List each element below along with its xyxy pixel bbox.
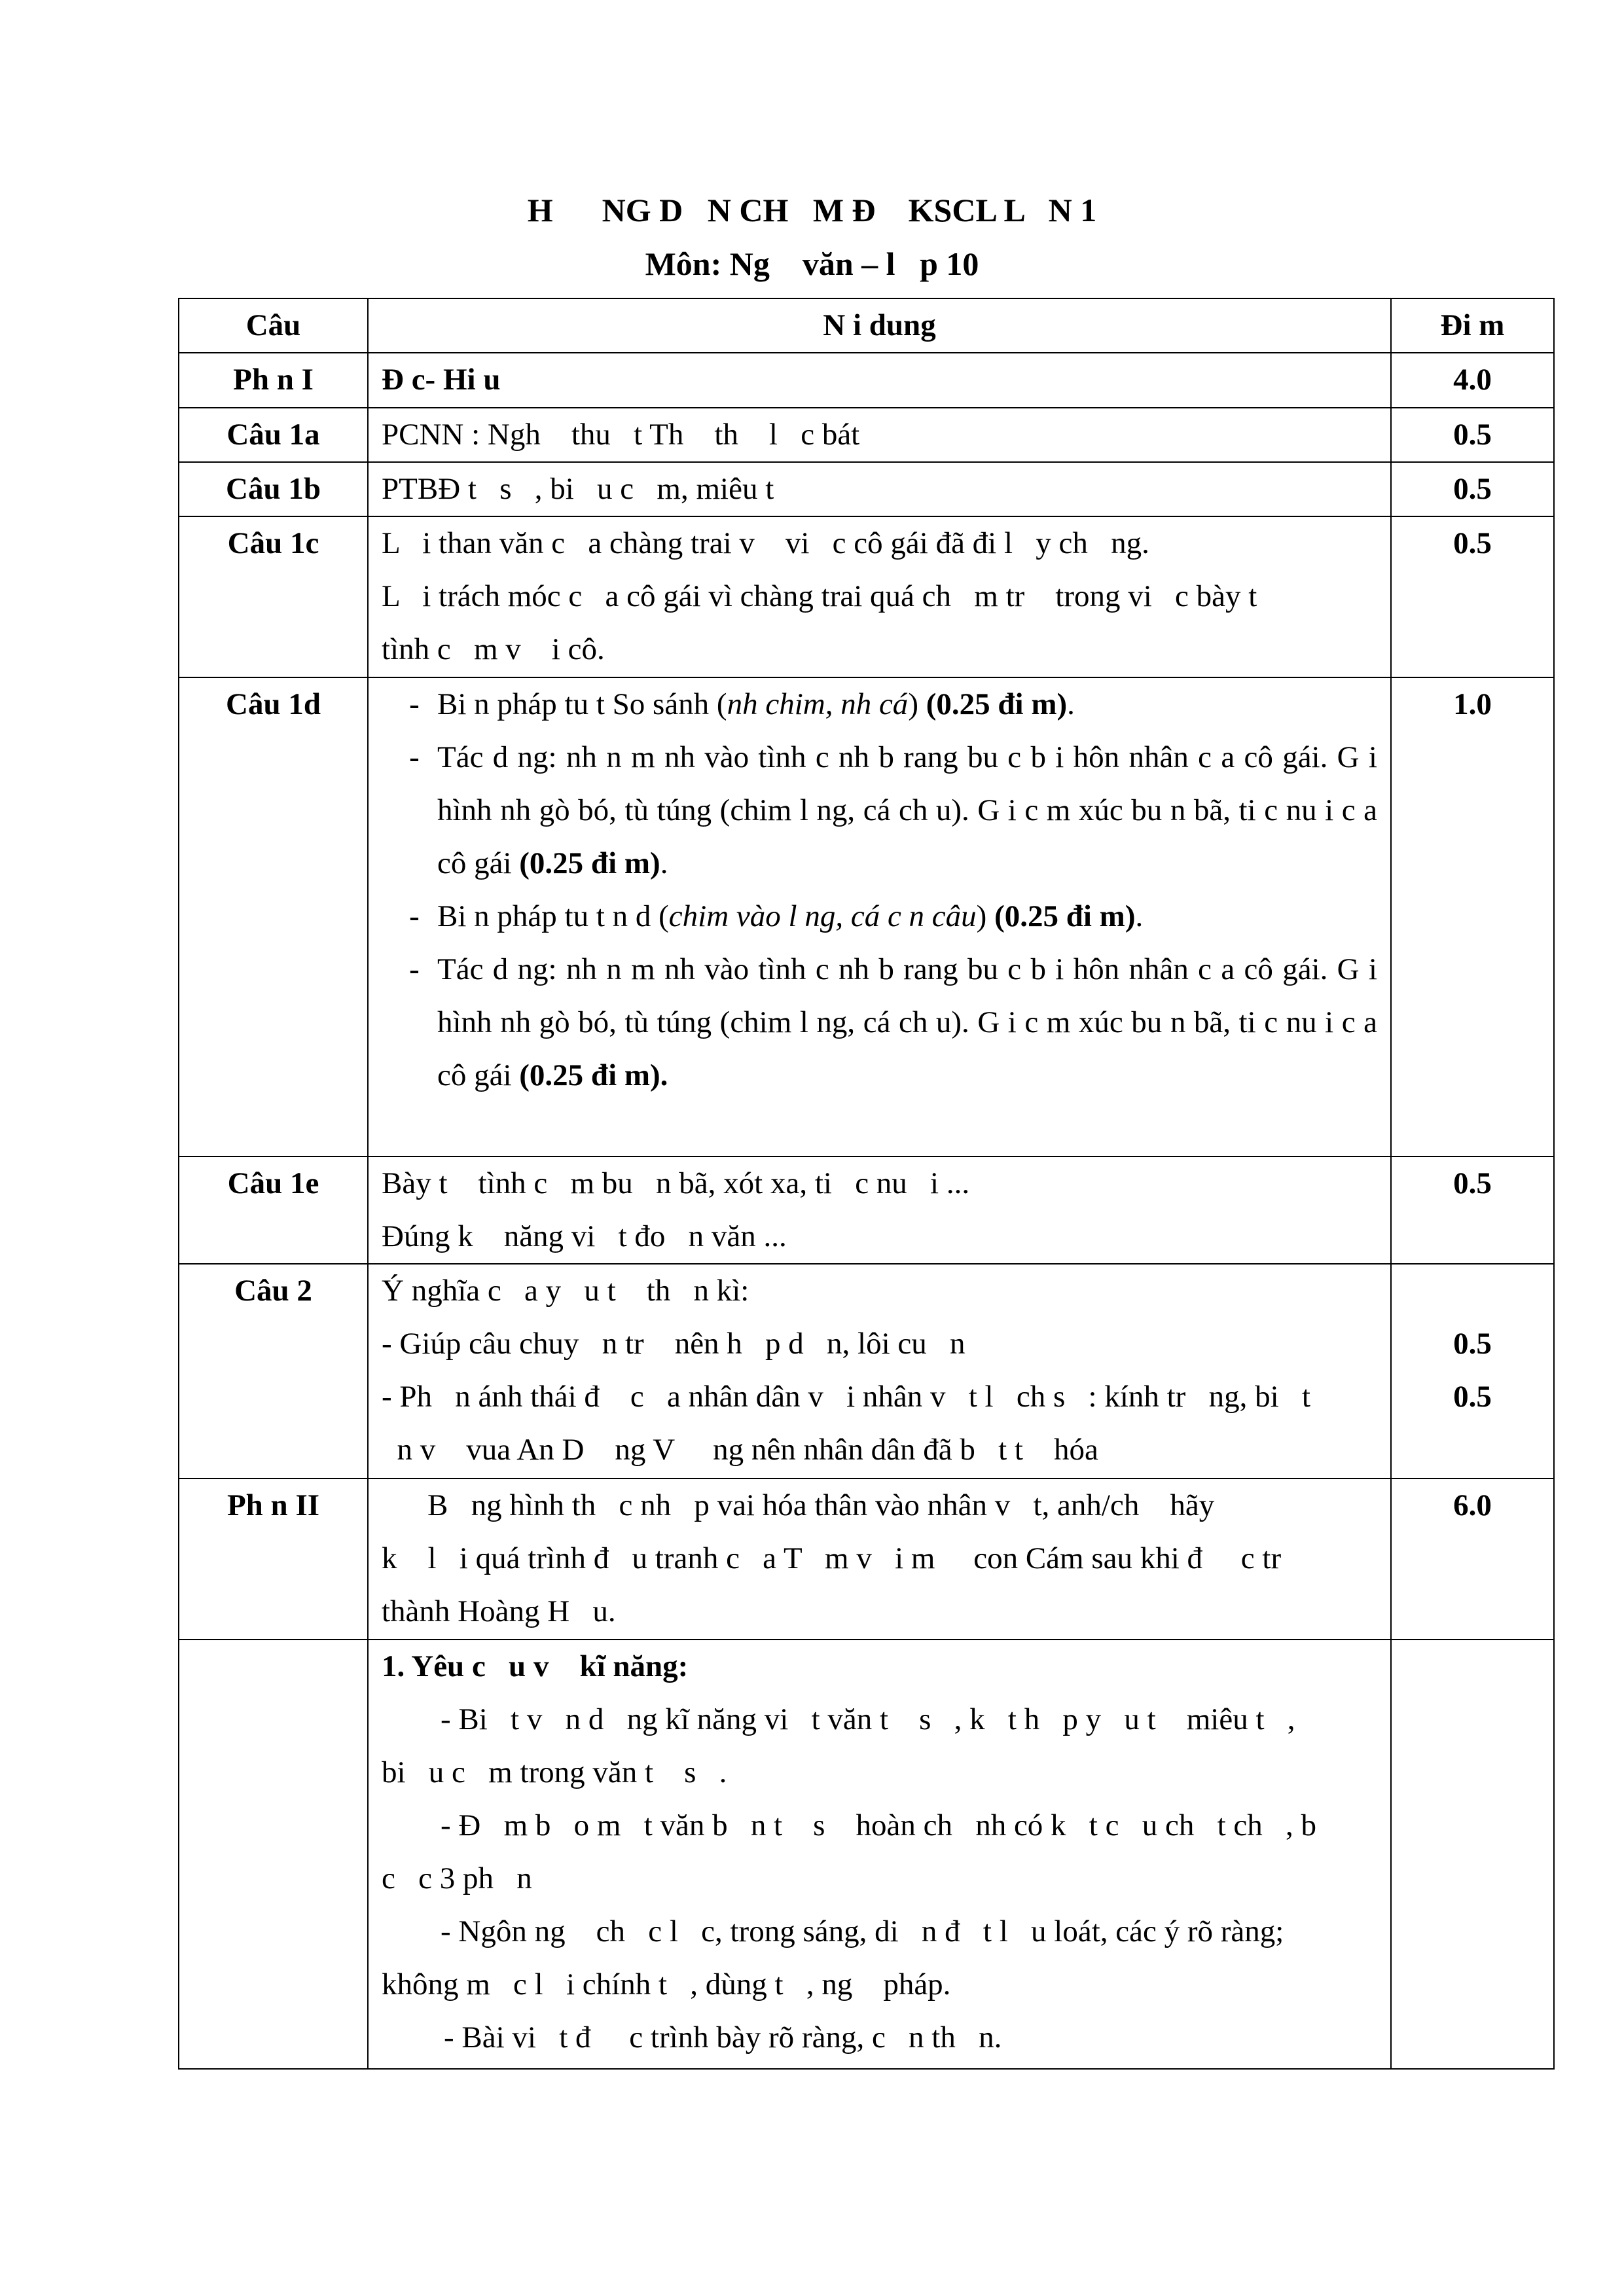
table-row-yeucau [179, 1640, 1554, 2069]
text-line: PCNN : Ngh thu t Th th l c bát [382, 418, 860, 452]
text-run: Tác d ng: nh n m nh vào tình c nh b rang bu c b i hôn nhân c a cô gái. G i hình nh gò bó, tù túng (chim l ng, cá ch u). G i c m xúc bu n bã, ti c nu i c a cô gái [437, 952, 1377, 1092]
text-line: - Giúp câu chuy n tr nên h p d n, lôi cu n [382, 1327, 965, 1361]
table-row-cau1e [179, 1157, 1554, 1264]
document-title: H NG D N CH M Đ KSCL L N 1 [527, 192, 1097, 228]
text-run: . [660, 846, 668, 880]
table-row-cau2 [179, 1264, 1554, 1479]
text-line: - Đ m b o m t văn b n t s hoàn ch nh có k t c u ch t ch , b [441, 1808, 1317, 1842]
points-value: 0.5 [1453, 1380, 1492, 1414]
cell-cau: Câu 1e [179, 1157, 368, 1264]
section-heading: 1. Yêu c u v kĩ năng: [382, 1649, 689, 1683]
cell-noidung: Đ c- Hi u [368, 353, 1391, 408]
list-item-text [437, 943, 1377, 1102]
text-line: - Ph n ánh thái đ c a nhân dân v i nhân v t l ch s : kính tr ng, bi t [382, 1380, 1310, 1414]
header-cau: Câu [179, 298, 368, 353]
header-diem: Đi m [1391, 298, 1554, 353]
cell-noidung [368, 462, 1391, 516]
text-line: PTBĐ t s , bi u c m, miêu t [382, 472, 774, 506]
points-value: 0.5 [1453, 1327, 1492, 1361]
cell-noidung [368, 1157, 1391, 1264]
text-line: không m c l i chính t , dùng t , ng pháp. [382, 1967, 951, 2001]
text-line: Bày t tình c m bu n bã, xót xa, ti c nu i ... [382, 1166, 970, 1200]
text-run: . [1067, 687, 1075, 721]
cell-diem: 0.5 [1391, 408, 1554, 462]
text-line: k l i quá trình đ u tranh c a T m v i m con Cám sau khi đ c tr [382, 1541, 1282, 1575]
text-line: n v vua An D ng V ng nên nhân dân đã b t t hóa [382, 1433, 1098, 1467]
cell-cau: Câu 1b [179, 462, 368, 516]
cell-diem: 4.0 [1391, 353, 1554, 408]
text-run: Tác d ng: nh n m nh vào tình c nh b rang bu c b i hôn nhân c a cô gái. G i hình nh gò bó, tù túng (chim l ng, cá ch u). G i c m xúc bu n bã, ti c nu i c a cô gái [437, 740, 1377, 880]
table-row-phan2 [179, 1479, 1554, 1640]
text-line: Ý nghĩa c a y u t th n kì: [382, 1274, 749, 1308]
cell-diem: 1.0 [1391, 677, 1554, 1157]
cell-noidung [368, 1264, 1391, 1479]
dash-bullet: - [409, 899, 420, 933]
cell-noidung [368, 677, 1391, 1157]
cell-cau [179, 1640, 368, 2069]
cell-noidung [368, 516, 1391, 677]
cell-noidung [368, 1479, 1391, 1640]
cell-noidung [368, 408, 1391, 462]
text-run: Bi n pháp tu t n d ( [437, 899, 669, 933]
points-label: (0.25 đi m). [519, 1058, 668, 1092]
grading-table [178, 298, 1555, 2070]
cell-cau: Câu 1c [179, 516, 368, 677]
table-row-cau1d [179, 677, 1554, 1157]
dash-bullet: - [409, 687, 420, 721]
cell-cau: Ph n I [179, 353, 368, 408]
list-item [391, 943, 1377, 1102]
cell-diem: 6.0 [1391, 1479, 1554, 1640]
table-header-row [179, 298, 1554, 353]
text-line: thành Hoàng H u. [382, 1594, 616, 1628]
table-row-cau1c [179, 516, 1554, 677]
text-line: B ng hình th c nh p vai hóa thân vào nhân v t, anh/ch hãy [427, 1488, 1215, 1522]
cell-diem [1391, 1640, 1554, 2069]
header-noidung: N i dung [368, 298, 1391, 353]
text-line: bi u c m trong văn t s . [382, 1755, 727, 1789]
document-subtitle: Môn: Ng văn – l p 10 [645, 245, 979, 282]
cell-diem: 0.5 [1391, 516, 1554, 677]
table-row-cau1b [179, 462, 1554, 516]
cell-cau: Câu 1a [179, 408, 368, 462]
text-line: - Bi t v n d ng kĩ năng vi t văn t s , k t h p y u t miêu t , [441, 1702, 1295, 1736]
cell-cau: Ph n II [179, 1479, 368, 1640]
text-run: ) [908, 687, 926, 721]
points-label: (0.25 đi m) [994, 899, 1136, 933]
list-item [391, 890, 1377, 943]
cell-noidung [368, 1640, 1391, 2069]
dash-bullet: - [409, 740, 420, 774]
text-line: tình c m v i cô. [382, 632, 605, 666]
cell-cau: Câu 2 [179, 1264, 368, 1479]
italic-example: nh chim, nh cá [727, 687, 909, 721]
text-line: - Ngôn ng ch c l c, trong sáng, di n đ t l u loát, các ý rõ ràng; [441, 1914, 1284, 1948]
table-row-phan1 [179, 353, 1554, 408]
cell-diem [1391, 1264, 1554, 1479]
cell-cau: Câu 1d [179, 677, 368, 1157]
list-item [391, 731, 1377, 890]
list-item-text [437, 890, 1377, 943]
list-item-text [437, 678, 1377, 731]
list-item-text [437, 731, 1377, 890]
list-item [391, 678, 1377, 731]
text-line: c c 3 ph n [382, 1861, 532, 1895]
italic-example: chim vào l ng, cá c n câu [668, 899, 977, 933]
dash-bullet: - [409, 952, 420, 986]
points-label: (0.25 đi m) [519, 846, 660, 880]
text-line: Đúng k năng vi t đo n văn ... [382, 1219, 787, 1253]
text-line: L i trách móc c a cô gái vì chàng trai quá ch m tr trong vi c bày t [382, 579, 1257, 613]
cell-diem: 0.5 [1391, 462, 1554, 516]
text-run: ) [976, 899, 995, 933]
text-run: Bi n pháp tu t So sánh ( [437, 687, 727, 721]
points-label: (0.25 đi m) [926, 687, 1068, 721]
text-line: L i than văn c a chàng trai v vi c cô gái đã đi l y ch ng. [382, 526, 1149, 560]
text-line: - Bài vi t đ c trình bày rõ ràng, c n th n. [444, 2020, 1002, 2054]
table-row-cau1a [179, 408, 1554, 462]
text-run: . [1135, 899, 1144, 933]
cell-diem: 0.5 [1391, 1157, 1554, 1264]
